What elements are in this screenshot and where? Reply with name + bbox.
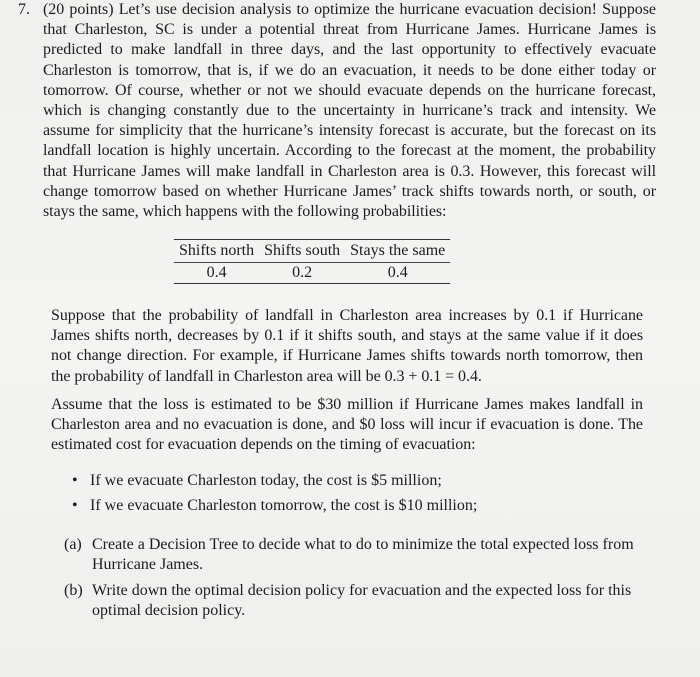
header-shifts-south: Shifts south [264,242,341,259]
table-row [174,263,450,284]
loss-estimate-paragraph: Assume that the loss is estimated to be $30 million if Hurricane James makes landfall in Charleston area and no evacuation is done, and $0 loss will incur if evacuation is done. The estimated cost for evacuation depends on the timing of evacuation: [51,396,643,454]
problem-number: 7. [18,1,30,18]
bullet-icon: • [72,472,78,489]
prob-shifts-north: 0.4 [206,264,227,281]
sub-question-a [64,535,646,574]
bullet-text: If we evacuate Charleston today, the cost is $5 million; [90,472,442,489]
bullet-text: If we evacuate Charleston tomorrow, the cost is $10 million; [90,497,478,514]
sub-question-label: (b) [64,582,83,599]
sub-question-b [64,581,646,620]
landfall-adjustment-paragraph: Suppose that the probability of landfall in Charleston area increases by 0.1 if Hurricane James shifts north, decreases by 0.1 if it shifts south, and stays at the same value if it does not change direction. For example, if Hurricane James shifts towards north tomorrow, then the probability of landfall in Charleston area will be 0.3 + 0.1 = 0.4. [51,307,643,385]
header-stays-same: Stays the same [350,242,446,259]
evacuation-cost-list [72,471,477,521]
track-shift-probability-table [174,239,450,284]
table-header-row [174,240,450,263]
header-shifts-north: Shifts north [179,242,255,259]
problem-7 [18,0,654,222]
sub-question-text: Write down the optimal decision policy for evacuation and the expected loss for this optimal decision policy. [92,582,632,619]
list-item [72,471,477,491]
sub-question-label: (a) [64,536,82,553]
list-item [72,496,477,516]
prob-stays-same: 0.4 [387,264,408,281]
bullet-icon: • [72,497,78,514]
sub-questions [64,535,646,627]
prob-shifts-south: 0.2 [292,264,313,281]
problem-intro: (20 points) Let’s use decision analysis to optimize the hurricane evacuation decision! Suppose that Charleston, SC is under a potential threat from Hurricane James. Hurricane James is predicted to make landfall in three days, and the last opportunity to effectively evacuate Charleston is tomorrow, that is, if we do an evacuation, it needs to be done either today or tomorrow. Of course, whether or not we should evacuate depends on the hurricane forecast, which is changing constantly due to the uncertainty in hurricane’s track and intensity. We assume for simplicity that the hurricane’s intensity forecast is accurate, but the forecast on its landfall location is highly uncertain. According to the forecast at the moment, the probability that Hurricane James will make landfall in Charleston area is 0.3. However, this forecast will change tomorrow based on whether Hurricane James’ track shifts towards north, or south, or stays the same, which happens with the following probabilities: [43,1,656,221]
sub-question-text: Create a Decision Tree to decide what to do to minimize the total expected loss from Hurricane James. [92,536,634,573]
